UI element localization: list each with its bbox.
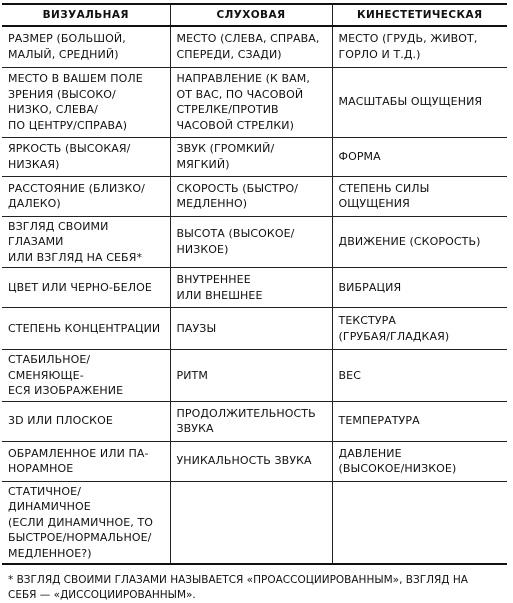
cell-auditory: МЕСТО (СЛЕВА, СПРАВА, СПЕРЕДИ, СЗАДИ) [170,26,332,67]
cell-kinesthetic: МЕСТО (ГРУДЬ, ЖИВОТ, ГОРЛО И Т.Д.) [332,26,507,67]
cell-kinesthetic: ВЕС [332,350,507,402]
cell-kinesthetic: ФОРМА [332,137,507,176]
table-row [2,308,507,350]
cell-kinesthetic: ТЕМПЕРАТУРА [332,401,507,441]
submodalities-table [2,3,507,565]
header-visual: ВИЗУАЛЬНАЯ [2,4,170,26]
cell-auditory: ЗВУК (ГРОМКИЙ/МЯГКИЙ) [170,137,332,176]
cell-kinesthetic: МАСШТАБЫ ОЩУЩЕНИЯ [332,67,507,137]
cell-visual: РАССТОЯНИЕ (БЛИЗКО/ ДАЛЕКО) [2,176,170,216]
table-row [2,268,507,308]
table-row [2,481,507,564]
cell-auditory: ПАУЗЫ [170,308,332,350]
cell-visual: ЯРКОСТЬ (ВЫСОКАЯ/ НИЗКАЯ) [2,137,170,176]
table-row [2,216,507,268]
table-row [2,26,507,67]
cell-kinesthetic: ТЕКСТУРА (ГРУБАЯ/ГЛАДКАЯ) [332,308,507,350]
header-row [2,4,507,26]
table-row [2,401,507,441]
table-row [2,441,507,481]
header-kinesthetic: КИНЕСТЕТИЧЕСКАЯ [332,4,507,26]
cell-visual: ОБРАМЛЕННОЕ ИЛИ ПА- НОРАМНОЕ [2,441,170,481]
cell-visual: СТАБИЛЬНОЕ/СМЕНЯЮЩЕ- ЕСЯ ИЗОБРАЖЕНИЕ [2,350,170,402]
table-row [2,350,507,402]
table-row [2,67,507,137]
cell-visual: СТАТИЧНОЕ/ДИНАМИЧНОЕ (ЕСЛИ ДИНАМИЧНОЕ, ТО БЫСТРОЕ/НОРМАЛЬНОЕ/ МЕДЛЕННОЕ?) [2,481,170,564]
header-auditory: СЛУХОВАЯ [170,4,332,26]
cell-auditory: ВЫСОТА (ВЫСОКОЕ/ НИЗКОЕ) [170,216,332,268]
cell-auditory: НАПРАВЛЕНИЕ (К ВАМ, ОТ ВАС, ПО ЧАСОВОЙ СТРЕЛКЕ/ПРОТИВ ЧАСОВОЙ СТРЕЛКИ) [170,67,332,137]
cell-auditory: ВНУТРЕННЕЕ ИЛИ ВНЕШНЕЕ [170,268,332,308]
cell-auditory: РИТМ [170,350,332,402]
cell-kinesthetic: ДАВЛЕНИЕ (ВЫСОКОЕ/НИЗКОЕ) [332,441,507,481]
cell-auditory [170,481,332,564]
cell-visual: МЕСТО В ВАШЕМ ПОЛЕ ЗРЕНИЯ (ВЫСОКО/ НИЗКО, СЛЕВА/ ПО ЦЕНТРУ/СПРАВА) [2,67,170,137]
cell-visual: СТЕПЕНЬ КОНЦЕНТРАЦИИ [2,308,170,350]
footnote: * ВЗГЛЯД СВОИМИ ГЛАЗАМИ НАЗЫВАЕТСЯ «ПРОАССОЦИИРОВАННЫМ», ВЗГЛЯД НА СЕБЯ — «ДИССОЦИИРОВАННЫМ». [8,574,468,601]
cell-visual: ВЗГЛЯД СВОИМИ ГЛАЗАМИ ИЛИ ВЗГЛЯД НА СЕБЯ* [2,216,170,268]
cell-visual: ЦВЕТ ИЛИ ЧЕРНО-БЕЛОЕ [2,268,170,308]
cell-kinesthetic: ВИБРАЦИЯ [332,268,507,308]
table-row [2,176,507,216]
cell-auditory: ПРОДОЛЖИТЕЛЬНОСТЬ ЗВУКА [170,401,332,441]
document-page [2,3,507,603]
cell-kinesthetic: СТЕПЕНЬ СИЛЫ ОЩУЩЕНИЯ [332,176,507,216]
cell-visual: 3D ИЛИ ПЛОСКОЕ [2,401,170,441]
cell-auditory: СКОРОСТЬ (БЫСТРО/ МЕДЛЕННО) [170,176,332,216]
cell-visual: РАЗМЕР (БОЛЬШОЙ, МАЛЫЙ, СРЕДНИЙ) [2,26,170,67]
table-row [2,137,507,176]
cell-auditory: УНИКАЛЬНОСТЬ ЗВУКА [170,441,332,481]
cell-kinesthetic: ДВИЖЕНИЕ (СКОРОСТЬ) [332,216,507,268]
cell-kinesthetic [332,481,507,564]
